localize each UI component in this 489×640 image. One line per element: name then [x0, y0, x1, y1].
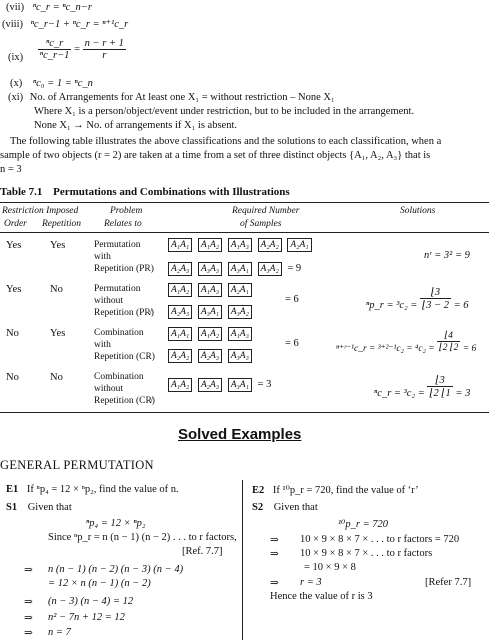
- sample-box: A₃A₃: [228, 349, 252, 363]
- sample-count: = 9: [287, 263, 302, 274]
- solution-intro: Given that: [273, 502, 318, 513]
- e1-reference: [Ref. 7.7]: [182, 546, 223, 557]
- sample-row: [168, 305, 255, 319]
- row-order: No: [6, 328, 19, 339]
- e2-solution-intro: [252, 502, 318, 513]
- e2-line: Hence the value of r is 3: [270, 591, 373, 602]
- sample-box: A₁A₃: [228, 238, 252, 252]
- e2-line: 10 × 9 × 8 × 7 × . . . to r factors = 720: [300, 534, 460, 545]
- formula-ix: (ix) $\frac{\text{ⁿc\_r}}{\text{ⁿc\_r−1}}$ = $\frac{n - r + 1}{r}$: [8, 38, 124, 63]
- formula-label: (viii): [2, 19, 23, 30]
- sample-box: A₂A₃: [198, 378, 222, 392]
- sample-box: A₂A₁: [228, 283, 252, 297]
- sample-box: A₁A₃: [198, 283, 222, 297]
- row-solution: [336, 330, 476, 353]
- fraction-numerator: ⌊4: [437, 330, 460, 342]
- row-problem: Repetition (CR): [94, 352, 155, 362]
- row-repetition: Yes: [50, 328, 66, 339]
- fraction-denominator: ⌊2 ⌊2: [439, 343, 459, 353]
- sample-box: A₃A₂: [258, 262, 282, 276]
- e2-question: [252, 484, 419, 496]
- e1-line: ⁿp₄ = 12 × ⁿp₂: [86, 518, 146, 529]
- formula-xi-line3: None X₁ → No. of arrangements if X₁ is absent.: [34, 120, 237, 131]
- row-problem: with: [94, 252, 111, 262]
- solution-lhs: ⁿp_r = ³c₂ =: [366, 299, 418, 311]
- row-problem: without: [94, 384, 124, 394]
- intro-line-2: sample of two objects (r = 2) are taken at a time from a set of three distinct objects {A₁, A₂, A₃} that is: [0, 150, 431, 161]
- sample-box: A₂A₂: [168, 349, 192, 363]
- e2-line: = 10 × 9 × 8: [304, 562, 356, 573]
- row-repetition: No: [50, 372, 63, 383]
- sample-box: A₁A₃: [228, 327, 252, 341]
- formula-xi: [8, 92, 335, 103]
- example-question: If ⁿp₄ = 12 × ⁿp₂, find the value of n.: [26, 484, 179, 495]
- sample-count: = 6: [285, 294, 299, 305]
- sample-box: A₃A₁: [198, 305, 222, 319]
- row-order: No: [6, 372, 19, 383]
- sample-row: [168, 327, 255, 341]
- sample-row: [168, 349, 255, 363]
- row-order: Yes: [6, 240, 22, 251]
- sample-row: [168, 238, 315, 252]
- row-repetition: No: [50, 284, 63, 295]
- row-repetition: Yes: [50, 240, 66, 251]
- header-samples: of Samples: [240, 219, 282, 229]
- example-label: E2: [252, 485, 265, 496]
- fraction-numerator: ⌊3: [427, 374, 452, 387]
- implies-arrow: ⇒: [270, 535, 279, 546]
- sample-box: A₃A₂: [228, 305, 252, 319]
- row-problem: Repetition (PR): [94, 264, 154, 274]
- header-problem: Problem: [110, 206, 143, 216]
- formula-label: (x): [10, 78, 23, 89]
- sample-box: A₁A₂: [168, 283, 192, 297]
- intro-line-1: The following table illustrates the above classifications and the solutions to each classification, when a: [10, 136, 442, 147]
- e1-solution-intro: [6, 502, 72, 513]
- row-problem: Combination: [94, 372, 144, 382]
- solution-lhs: ⁿc_r = ³c₂ =: [374, 387, 425, 399]
- solution-rhs: = 6: [453, 299, 469, 311]
- e2-reference: [Refer 7.7]: [425, 577, 472, 588]
- fraction-numerator: n − r + 1: [84, 38, 124, 49]
- formula-text: No. of Arrangements for At least one X₁ = without restriction – None X₁: [29, 92, 335, 103]
- sample-box: A₂A₃: [198, 349, 222, 363]
- row-problem: Repetition (CR̸): [94, 396, 155, 406]
- example-question: If ¹⁰p_r = 720, find the value of ‘r’: [272, 485, 419, 496]
- column-divider: [242, 480, 243, 640]
- intro-line-3: n = 3: [0, 164, 22, 175]
- table-title: Permutations and Combinations with Illustrations: [53, 186, 290, 198]
- e1-line: (n − 3) (n − 4) = 12: [48, 596, 134, 607]
- formula-text: ⁿc_r = ⁿc_n−r: [32, 2, 92, 13]
- header-repetition: Repetition: [42, 219, 82, 229]
- formula-x: [10, 78, 93, 89]
- formula-text: ⁿc₀ = 1 = ⁿc_n: [32, 78, 93, 89]
- fraction-numerator: ⌊3: [420, 286, 451, 299]
- header-required: Required Number: [232, 206, 300, 216]
- sample-row: [168, 378, 271, 392]
- solution-lhs: ⁿ⁺ʳ⁻¹c_r = ³⁺²⁻¹c₂ = ⁴c₂ =: [336, 343, 435, 354]
- sample-box: A₁A₂: [198, 238, 222, 252]
- formula-vii: [6, 2, 92, 13]
- implies-arrow: ⇒: [24, 613, 33, 624]
- solution-rhs: = 3: [455, 387, 471, 399]
- e1-line: n² − 7n + 12 = 12: [48, 612, 125, 623]
- formula-label: (xi): [8, 92, 24, 103]
- row-problem: with: [94, 340, 111, 350]
- table-top-rule: [0, 202, 489, 203]
- solution-label: S1: [6, 502, 18, 513]
- sample-count: = 3: [257, 379, 272, 390]
- e1-line: = 12 × n (n − 1) (n − 2): [48, 578, 151, 589]
- fraction-numerator: ⁿc_r: [38, 38, 72, 50]
- row-problem: without: [94, 296, 124, 306]
- formula-label: (ix): [8, 51, 24, 63]
- row-problem: Permutation: [94, 240, 141, 250]
- row-problem: Repetition (PR̸): [94, 308, 154, 318]
- e2-line: r = 3: [300, 577, 322, 588]
- e1-question: [6, 484, 179, 495]
- implies-arrow: ⇒: [24, 565, 33, 576]
- formula-viii: [2, 18, 128, 30]
- sample-box: A₂A₃: [168, 262, 192, 276]
- table-header-rule: [0, 232, 489, 233]
- sample-box: A₂A₁: [287, 238, 311, 252]
- implies-arrow: ⇒: [270, 578, 279, 589]
- row-solution: nʳ = 3² = 9: [424, 250, 470, 261]
- formula-label: (vii): [6, 2, 25, 13]
- example-label: E1: [6, 484, 19, 495]
- row-solution: [366, 286, 469, 311]
- fraction-denominator: ⁿc_r−1: [39, 50, 70, 61]
- sample-box: A₁A₁: [168, 238, 192, 252]
- section-heading: GENERAL PERMUTATION: [0, 458, 154, 472]
- e1-line: n = 7: [48, 627, 71, 638]
- solution-intro: Given that: [27, 502, 72, 513]
- sample-row: [168, 262, 301, 276]
- fraction-denominator: r: [102, 50, 107, 61]
- sample-box: A₁A₂: [168, 378, 192, 392]
- row-order: Yes: [6, 284, 22, 295]
- header-restriction: Restriction Imposed: [2, 206, 79, 216]
- header-order: Order: [4, 219, 27, 229]
- table-bottom-rule: [0, 412, 489, 413]
- sample-box: A₂A₂: [258, 238, 282, 252]
- header-relates: Relates to: [104, 219, 142, 229]
- solution-label: S2: [252, 502, 264, 513]
- row-solution: [374, 374, 470, 399]
- implies-arrow: ⇒: [270, 549, 279, 560]
- sample-box: A₁A₁: [168, 327, 192, 341]
- header-solutions: Solutions: [400, 206, 436, 216]
- sample-count: = 6: [285, 338, 299, 349]
- table-caption: [0, 186, 290, 198]
- implies-arrow: ⇒: [24, 628, 33, 639]
- e1-line: n (n − 1) (n − 2) (n − 3) (n − 4): [48, 564, 184, 575]
- row-problem: Permutation: [94, 284, 141, 294]
- sample-box: A₃A₁: [228, 378, 252, 392]
- sample-box: A₁A₂: [198, 327, 222, 341]
- table-number: Table 7.1: [0, 186, 43, 198]
- e2-line: 10 × 9 × 8 × 7 × . . . to r factors: [300, 548, 433, 559]
- solved-examples-heading: Solved Examples: [178, 426, 302, 443]
- formula-xi-line2: Where X₁ is a person/object/event under restriction, but to be included in the arrangement.: [34, 106, 415, 117]
- solution-rhs: = 6: [462, 343, 477, 354]
- e1-line: Since ⁿp_r = n (n − 1) (n − 2) . . . to r factors,: [48, 532, 237, 543]
- fraction-denominator: ⌊2 ⌊1: [429, 388, 451, 399]
- fraction-denominator: ⌊3 − 2: [422, 300, 449, 311]
- formula-text: ⁿc_r−1 + ⁿc_r = ⁿ⁺¹c_r: [30, 19, 129, 30]
- implies-arrow: ⇒: [24, 597, 33, 608]
- sample-box: A₃A₃: [198, 262, 222, 276]
- sample-box: A₂A₃: [168, 305, 192, 319]
- sample-row: [168, 283, 255, 297]
- sample-box: A₃A₁: [228, 262, 252, 276]
- row-problem: Combination: [94, 328, 144, 338]
- e2-line: ¹⁰p_r = 720: [338, 519, 389, 530]
